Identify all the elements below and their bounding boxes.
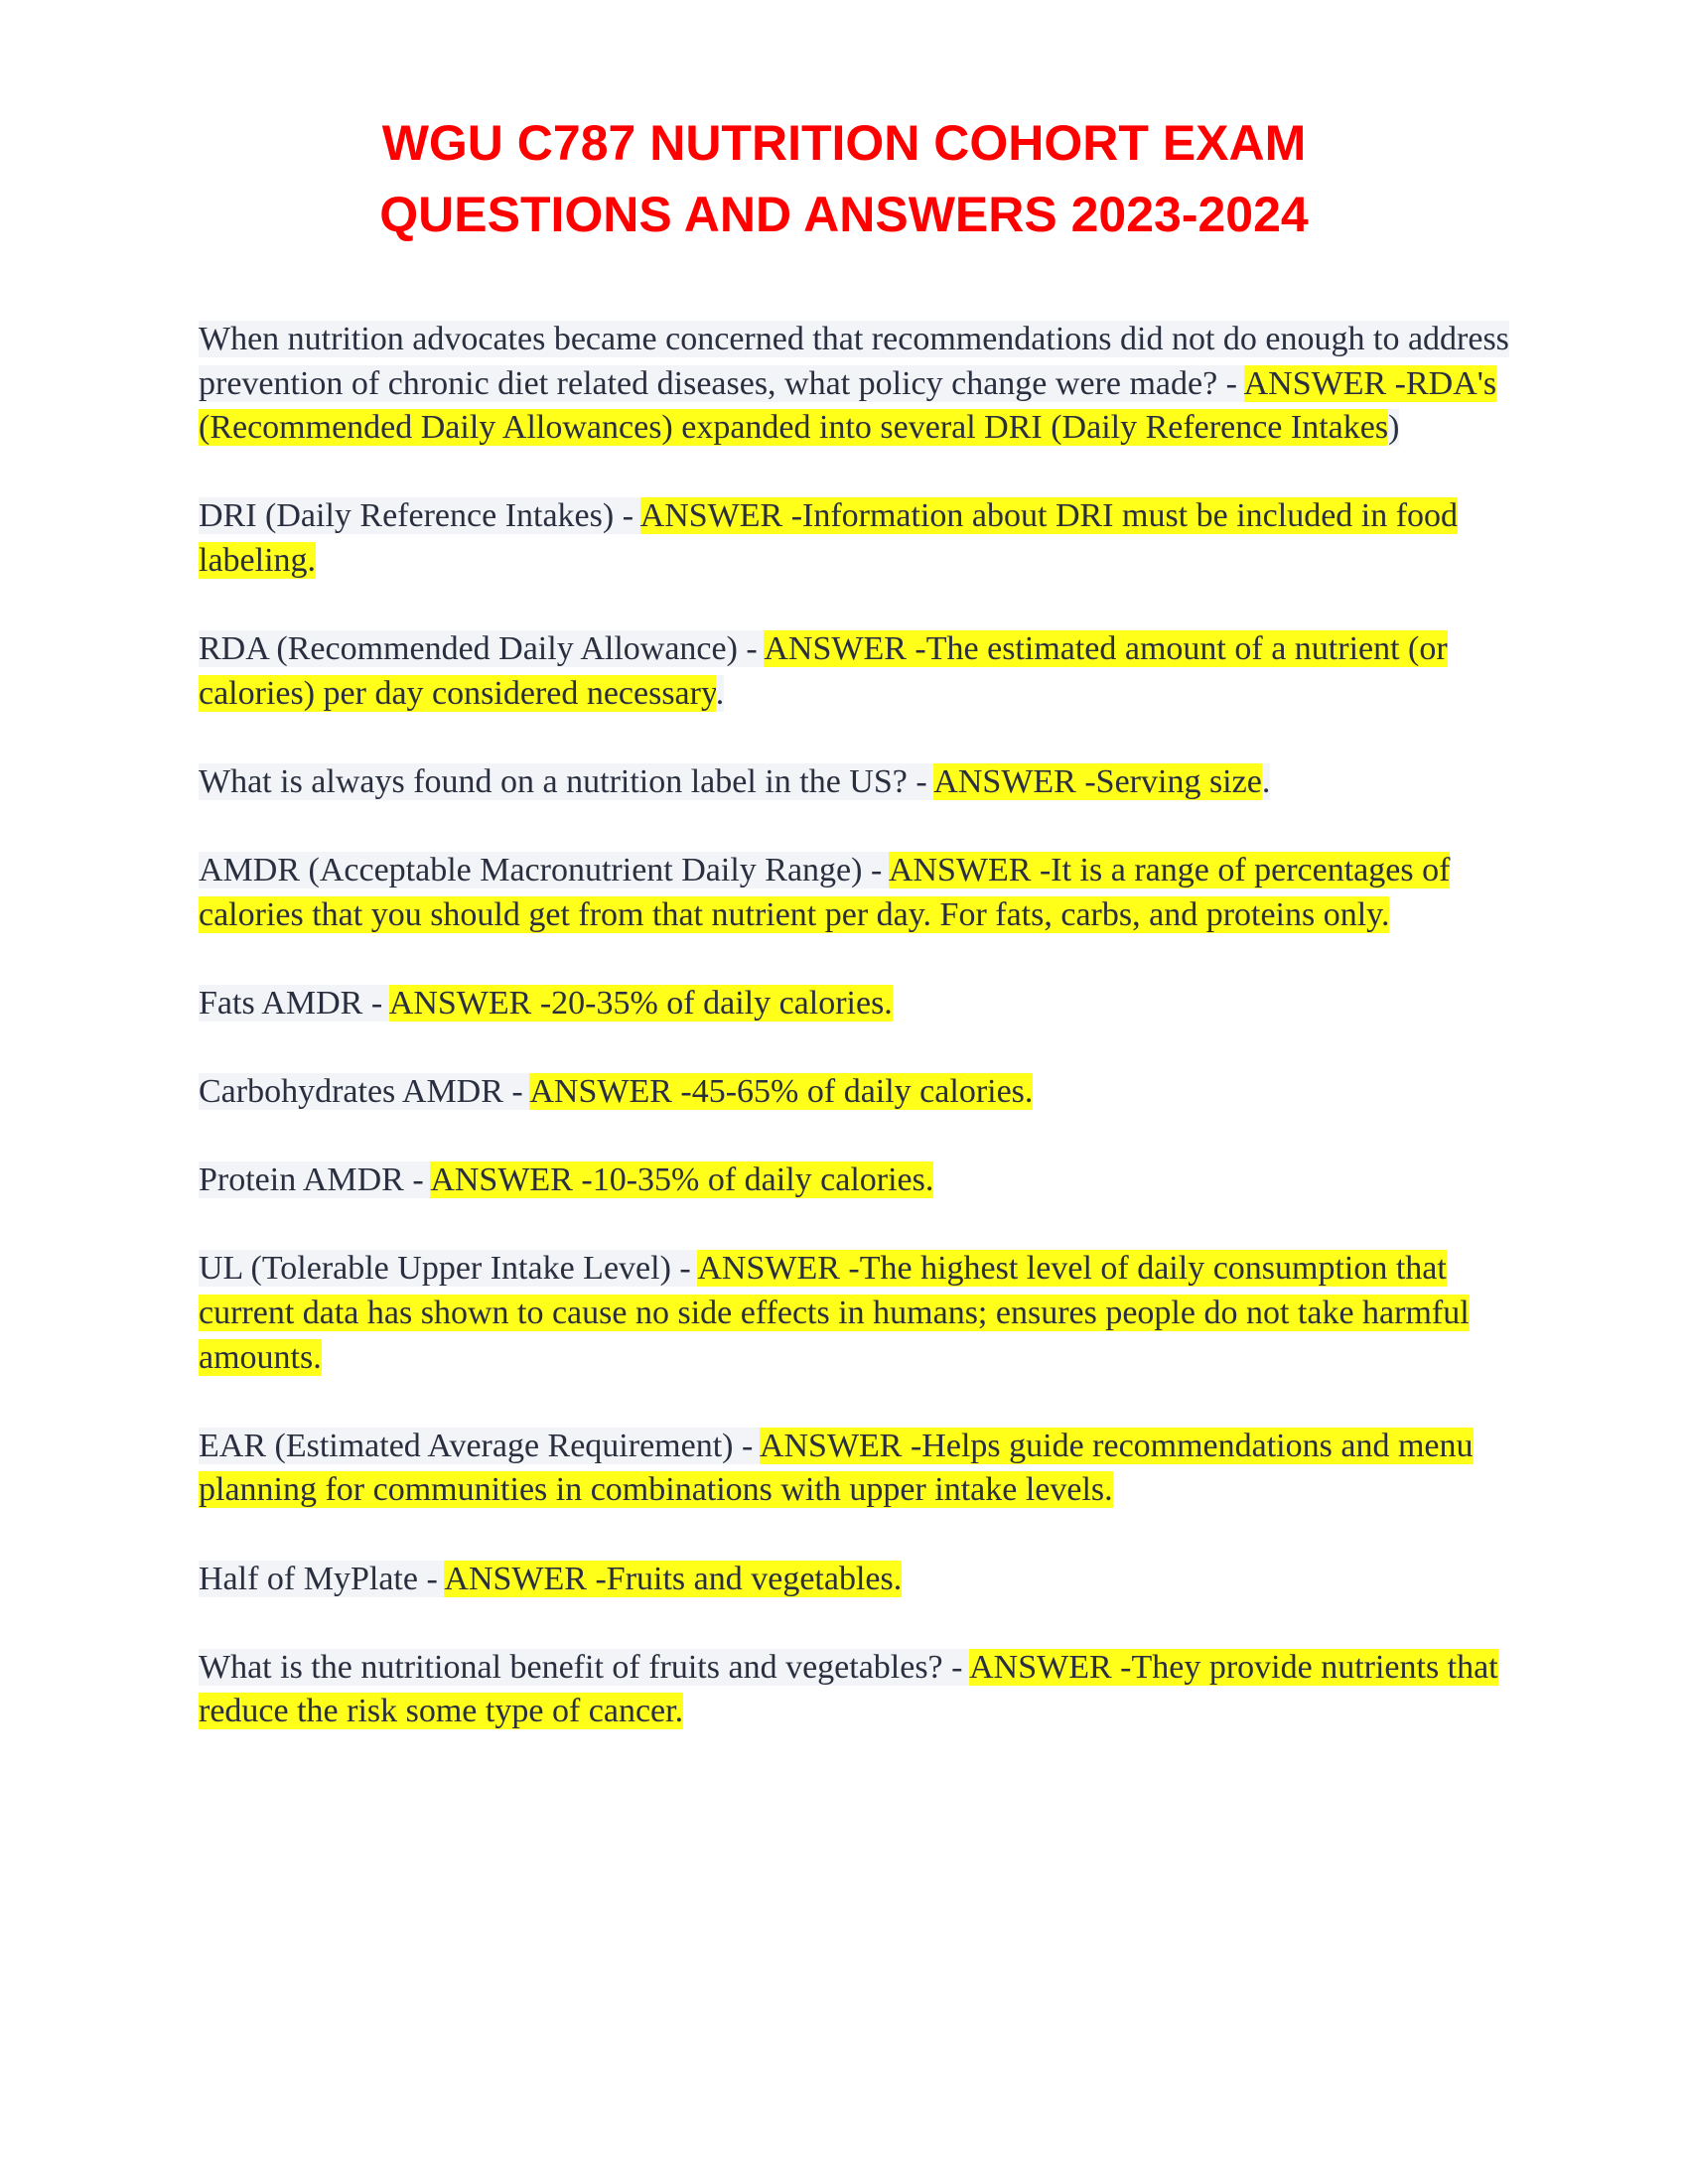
title-line-1: WGU C787 NUTRITION COHORT EXAM [381,115,1307,171]
answer-text: ANSWER -20-35% of daily calories. [388,984,893,1022]
qa-item [199,318,1519,451]
answer-tail: ) [1388,409,1400,447]
answer-text: ANSWER -Fruits and vegetables. [444,1560,903,1597]
qa-item [199,1646,1519,1734]
question-text: UL (Tolerable Upper Intake Level) - [199,1250,698,1288]
question-text: Protein AMDR - [199,1161,431,1199]
question-text: AMDR (Acceptable Macronutrient Daily Range) - [199,852,889,889]
question-text: EAR (Estimated Average Requirement) - [199,1427,760,1464]
qa-item [199,849,1519,937]
answer-text: ANSWER -45-65% of daily calories. [529,1073,1034,1111]
answer-text: ANSWER -They provide nutrients that reduce the risk some type of cancer. [199,1648,1498,1730]
answer-text: ANSWER -10-35% of daily calories. [430,1161,934,1199]
answer-text: ANSWER -The estimated amount of a nutrient (or calories) per day considered necessary [199,630,1448,712]
qa-item [199,494,1519,583]
question-text: RDA (Recommended Daily Allowance) - [199,630,765,668]
qa-item [199,1425,1519,1513]
answer-text: ANSWER -Information about DRI must be included in food labeling. [199,497,1459,579]
answer-text: ANSWER -RDA's (Recommended Daily Allowances) expanded into several DRI (Daily Reference Intakes [199,364,1497,447]
qa-item [199,760,1519,805]
qa-item [199,982,1519,1026]
question-text: What is always found on a nutrition label in the US? - [199,762,934,800]
qa-list [199,318,1519,1779]
answer-text: ANSWER -Helps guide recommendations and menu planning for communities in combinations with upper intake levels. [199,1427,1474,1509]
qa-item [199,627,1519,716]
answer-text: ANSWER -The highest level of daily consumption that current data has shown to cause no side effects in humans; ensures people do not take harmful amounts. [199,1250,1470,1376]
answer-tail: . [715,674,725,712]
qa-item [199,1070,1519,1115]
question-text: Half of MyPlate - [199,1560,445,1597]
question-text: What is the nutritional benefit of fruits and vegetables? - [199,1648,970,1686]
question-text: DRI (Daily Reference Intakes) - [199,497,640,535]
question-text: When nutrition advocates became concerned that recommendations did not do enough to address prevention of chronic diet related diseases, what policy change were made? - [199,321,1509,402]
title-line-2: QUESTIONS AND ANSWERS 2023-2024 [379,187,1309,242]
answer-tail: . [1261,762,1271,800]
question-text: Fats AMDR - [199,984,389,1022]
qa-item [199,1159,1519,1203]
qa-item [199,1247,1519,1380]
document-title [0,107,1688,250]
answer-text: ANSWER -Serving size [933,762,1262,800]
question-text: Carbohydrates AMDR - [199,1073,530,1111]
qa-item [199,1558,1519,1602]
answer-text: ANSWER -It is a range of percentages of calories that you should get from that nutrient per day. For fats, carbs, and proteins only. [199,852,1451,933]
